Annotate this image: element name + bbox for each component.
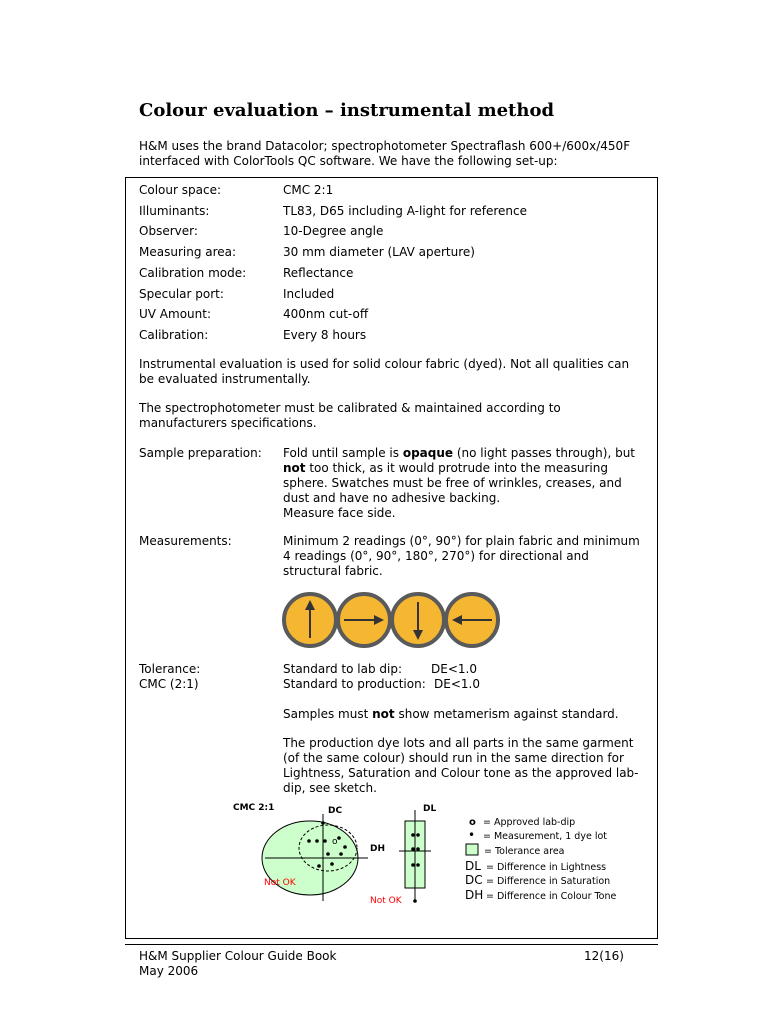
measurement-dot bbox=[411, 847, 415, 851]
setup-label: Measuring area: bbox=[139, 245, 237, 259]
tolerance-values bbox=[283, 662, 583, 692]
setup-value: Included bbox=[283, 287, 335, 301]
legend-symbol: o bbox=[469, 817, 476, 828]
metamerism-text bbox=[283, 707, 648, 722]
sample-prep-line bbox=[283, 446, 648, 461]
tolerance-row bbox=[283, 662, 583, 677]
paragraph-line: manufacturers specifications. bbox=[139, 416, 317, 430]
measurements-line: Minimum 2 readings (0°, 90°) for plain fabric and minimum bbox=[283, 534, 640, 548]
measurement-dot bbox=[323, 839, 327, 843]
measurement-directions bbox=[280, 590, 500, 650]
setup-label: Calibration: bbox=[139, 328, 209, 342]
measurement-dot bbox=[416, 847, 420, 851]
sample-prep-line: Measure face side. bbox=[283, 506, 396, 520]
tolerance-row-value: DE<1.0 bbox=[434, 677, 480, 691]
legend-text: = Difference in Lightness bbox=[486, 862, 607, 873]
measurement-dot bbox=[343, 845, 347, 849]
tolerance-row-value: DE<1.0 bbox=[431, 662, 477, 676]
legend-text: = Difference in Colour Tone bbox=[486, 891, 617, 902]
intro-line: H&M uses the brand Datacolor; spectrophotometer Spectraflash 600+/600x/450F bbox=[139, 139, 631, 153]
footer-book-title: H&M Supplier Colour Guide Book bbox=[139, 949, 337, 963]
measurement-dot bbox=[337, 836, 341, 840]
legend-text: = Difference in Saturation bbox=[486, 876, 611, 887]
evaluation-paragraph bbox=[139, 357, 639, 387]
sample-prep-text bbox=[283, 446, 648, 521]
setup-value: Every 8 hours bbox=[283, 328, 367, 342]
text-run: show metamerism against standard. bbox=[394, 707, 619, 721]
not-ok-label: Not OK bbox=[370, 896, 402, 906]
setup-value: CMC 2:1 bbox=[283, 183, 334, 197]
cmc-label: CMC 2:1 bbox=[233, 803, 275, 813]
legend-symbol: DC bbox=[465, 873, 483, 887]
setup-label: Specular port: bbox=[139, 287, 224, 301]
tolerance-row bbox=[283, 677, 583, 692]
page-title: Colour evaluation – instrumental method bbox=[139, 100, 555, 121]
arrow-down-icon bbox=[392, 594, 444, 646]
setup-label: Illuminants: bbox=[139, 204, 210, 218]
setup-value: 10-Degree angle bbox=[283, 224, 384, 238]
not-ok-label: Not OK bbox=[264, 878, 296, 888]
setup-label: Calibration mode: bbox=[139, 266, 247, 280]
production-text bbox=[283, 736, 648, 796]
arrow-right-icon bbox=[338, 594, 390, 646]
cmc-ellipse-diagram bbox=[233, 803, 385, 901]
production-line: Lightness, Saturation and Colour tone as the approved lab- bbox=[283, 766, 639, 780]
sample-prep-line bbox=[283, 461, 648, 476]
setup-value: 400nm cut-off bbox=[283, 307, 369, 321]
emphasis-opaque: opaque bbox=[402, 446, 454, 460]
legend-text: = Tolerance area bbox=[484, 846, 565, 857]
measurement-dot bbox=[416, 833, 420, 837]
paragraph-line: be evaluated instrumentally. bbox=[139, 372, 311, 386]
emphasis-not: not bbox=[372, 707, 395, 721]
arrow-left-icon bbox=[446, 594, 498, 646]
legend-symbol: • bbox=[468, 828, 476, 842]
footer-left bbox=[139, 949, 336, 979]
legend-text: = Approved lab-dip bbox=[483, 817, 576, 828]
text-run: too thick, as it would protrude into the measuring bbox=[305, 461, 608, 475]
setup-value: Reflectance bbox=[283, 266, 354, 280]
footer-date: May 2006 bbox=[139, 964, 199, 978]
production-line: (of the same colour) should run in the same direction for bbox=[283, 751, 624, 765]
text-run: Fold until sample is bbox=[283, 446, 403, 460]
tolerance-label-line: CMC (2:1) bbox=[139, 677, 199, 691]
measurements-text bbox=[283, 534, 648, 579]
measurements-line: structural fabric. bbox=[283, 564, 383, 578]
measurement-dot bbox=[339, 852, 343, 856]
measurement-dot bbox=[321, 821, 325, 825]
measurement-dot bbox=[315, 839, 319, 843]
legend-text: = Measurement, 1 dye lot bbox=[483, 831, 607, 842]
legend-symbol: DL bbox=[465, 859, 481, 873]
text-run: (no light passes through), but bbox=[453, 446, 636, 460]
approved-mark: o bbox=[332, 837, 338, 847]
measurement-dot bbox=[330, 862, 334, 866]
measurement-dot bbox=[413, 899, 417, 903]
emphasis-not: not bbox=[283, 461, 306, 475]
measurement-dot bbox=[416, 863, 420, 867]
measurement-dot bbox=[411, 833, 415, 837]
tolerance-sketch bbox=[225, 798, 645, 910]
calibration-paragraph bbox=[139, 401, 639, 431]
legend-symbol: DH bbox=[465, 888, 484, 902]
measurement-dot bbox=[326, 852, 330, 856]
intro-line: interfaced with ColorTools QC software. We have the following set-up: bbox=[139, 154, 558, 168]
setup-value: 30 mm diameter (LAV aperture) bbox=[283, 245, 475, 259]
setup-label: UV Amount: bbox=[139, 307, 212, 321]
footer-rule bbox=[125, 944, 658, 945]
page-number: 12(16) bbox=[584, 949, 624, 963]
intro-text bbox=[139, 139, 659, 169]
tolerance-label-line: Tolerance: bbox=[139, 662, 201, 676]
dc-label: DC bbox=[328, 806, 343, 816]
sketch-legend bbox=[465, 817, 617, 902]
text-run: Samples must bbox=[283, 707, 373, 721]
tolerance-row-label: Standard to production: bbox=[283, 677, 426, 691]
production-line: The production dye lots and all parts in the same garment bbox=[283, 736, 634, 750]
tolerance-row-label: Standard to lab dip: bbox=[283, 662, 402, 676]
arrow-up-icon bbox=[284, 594, 336, 646]
setup-label: Observer: bbox=[139, 224, 198, 238]
paragraph-line: Instrumental evaluation is used for solid colour fabric (dyed). Not all qualities can bbox=[139, 357, 630, 371]
measurement-dot bbox=[307, 839, 311, 843]
setup-value: TL83, D65 including A-light for reference bbox=[283, 204, 528, 218]
tolerance-swatch-icon bbox=[466, 844, 478, 855]
measurements-label: Measurements: bbox=[139, 534, 232, 548]
sample-prep-line: sphere. Swatches must be free of wrinkles, creases, and bbox=[283, 476, 622, 490]
measurements-line: 4 readings (0°, 90°, 180°, 270°) for directional and bbox=[283, 549, 589, 563]
setup-label: Colour space: bbox=[139, 183, 221, 197]
dh-label: DH bbox=[370, 844, 386, 854]
tolerance-label bbox=[139, 662, 200, 692]
sample-prep-line: dust and have no adhesive backing. bbox=[283, 491, 501, 505]
paragraph-line: The spectrophotometer must be calibrated & maintained according to bbox=[139, 401, 561, 415]
production-line: dip, see sketch. bbox=[283, 781, 377, 795]
dl-bar-diagram bbox=[370, 804, 436, 906]
measurement-dot bbox=[317, 864, 321, 868]
sample-prep-label: Sample preparation: bbox=[139, 446, 262, 460]
measurement-dot bbox=[411, 863, 415, 867]
dl-label: DL bbox=[423, 804, 437, 814]
